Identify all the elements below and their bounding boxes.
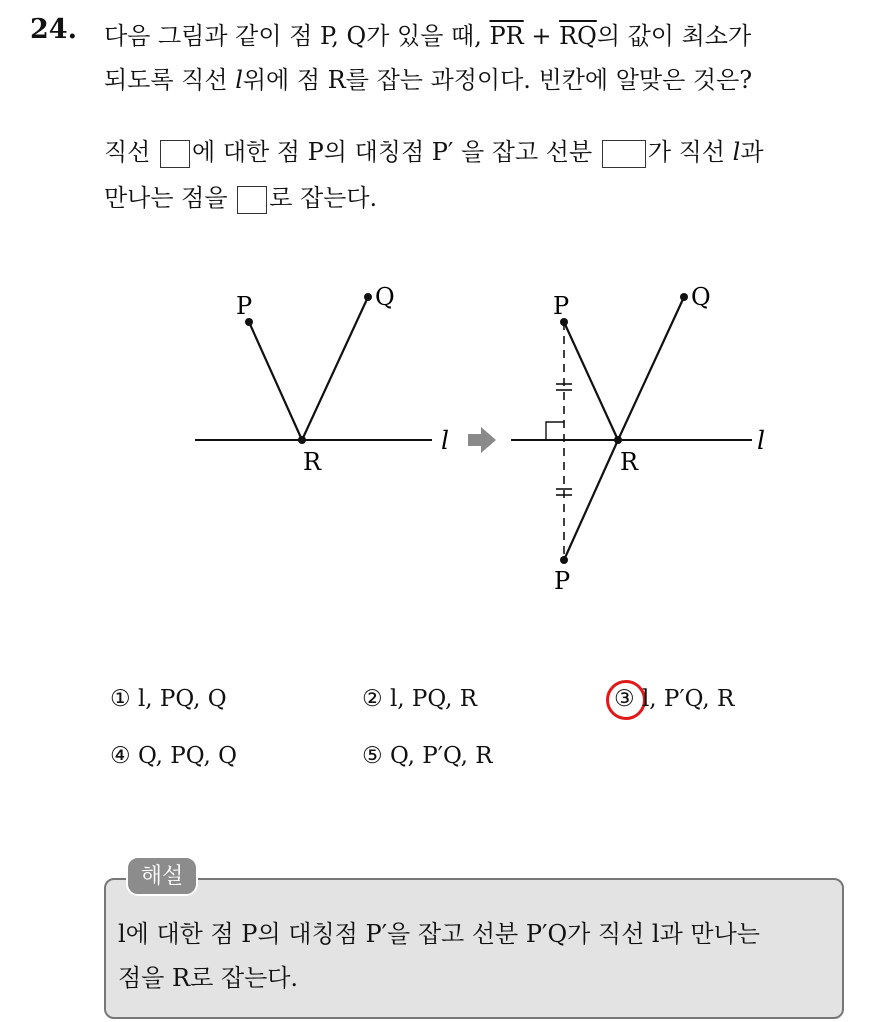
right-segment-rp-prime xyxy=(564,440,618,560)
right-label-q: Q xyxy=(691,283,711,311)
choice-4[interactable]: ④ Q, PQ, Q xyxy=(110,743,237,769)
segment-rq: $\overline{RQ}$ xyxy=(559,22,597,50)
right-point-q xyxy=(680,293,688,301)
left-point-r xyxy=(298,436,306,444)
right-point-p-prime xyxy=(560,556,568,564)
right-label-l: l xyxy=(757,426,765,455)
right-label-p: P xyxy=(553,292,570,320)
left-label-l: l xyxy=(441,426,449,455)
left-point-q xyxy=(364,293,372,301)
right-point-r xyxy=(614,436,622,444)
right-label-r: R xyxy=(620,448,639,476)
left-segment-pr xyxy=(249,322,302,440)
choice-1[interactable]: ① l, PQ, Q xyxy=(110,686,227,712)
right-segment-rq xyxy=(618,297,684,440)
choice-5[interactable]: ⑤ Q, P′Q, R xyxy=(362,743,493,769)
arrow-right-icon xyxy=(468,427,496,453)
left-label-r: R xyxy=(303,448,322,476)
right-angle-mark xyxy=(546,422,564,440)
solution-tag: 해설 xyxy=(126,856,198,896)
choice-2[interactable]: ② l, PQ, R xyxy=(362,686,478,712)
question-line-1: 다음 그림과 같이 점 P, Q가 있을 때, $\overline{PR} + \overline{RQ}$의 값이 최소가 xyxy=(104,22,752,50)
question-line-2: 되도록 직선 l위에 점 R를 잡는 과정이다. 빈칸에 알맞은 것은? xyxy=(104,66,753,94)
right-label-p-reflect: P xyxy=(554,567,571,595)
left-label-q: Q xyxy=(375,283,395,311)
right-segment-pr xyxy=(564,322,618,440)
left-segment-rq xyxy=(302,297,368,440)
solution-line-2: 점을 R로 잡는다. xyxy=(118,964,299,992)
solution-line-1: l에 대한 점 P의 대칭점 P′을 잡고 선분 P′Q가 직선 l과 만나는 xyxy=(118,920,760,948)
left-label-p: P xyxy=(236,292,253,320)
question-number: 24. xyxy=(30,14,77,45)
segment-pr: $\overline{PR}$ xyxy=(489,22,524,50)
procedure-line-1: 직선 에 대한 점 P의 대칭점 P′ 을 잡고 선분 가 직선 l과 xyxy=(104,138,764,166)
choice-3[interactable]: ③ l, P′Q, R xyxy=(614,686,735,712)
procedure-line-2: 만나는 점을 로 잡는다. xyxy=(104,184,378,212)
